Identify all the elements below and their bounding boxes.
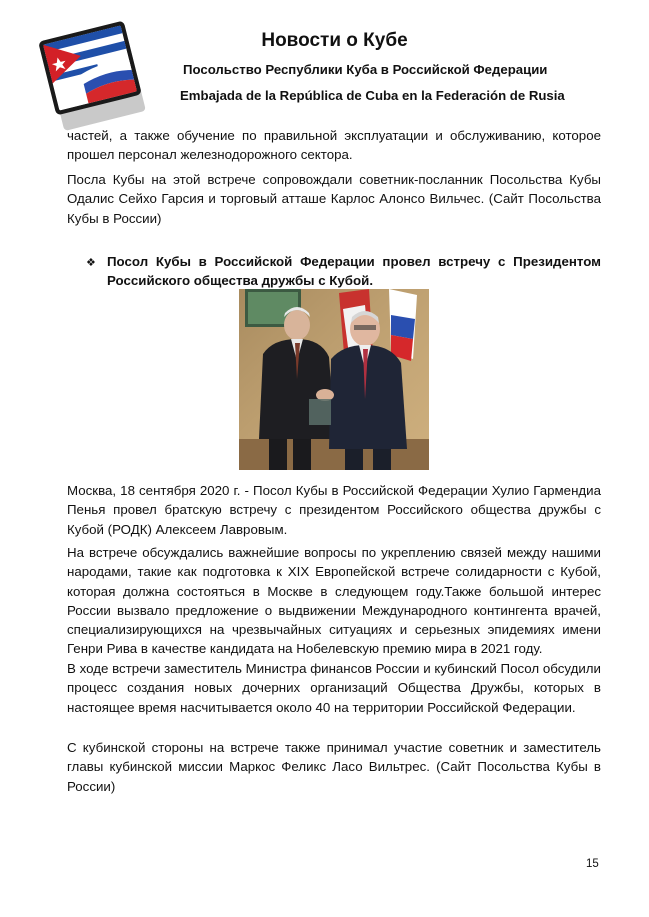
paragraph-topics: На встрече обсуждались важнейшие вопросы по укреплению связей между нашими народами, такие как подготовка к XIX Европейской встрече солидарности с Кубой, которая должна состояться в Москве в следующем году.Также большой интерес России вызвало предложение о выдвижении Международного контингента врачей, специализирующихся на чрезвычайных ситуациях и серьезных эпидемиях имени Генри Рива в качестве кандидата на Нобелевскую премию мира в 2021 году. [67,545,601,657]
paragraph-advisor: С кубинской стороны на встрече также принимал участие советник и заместитель главы кубинской миссии Маркос Феликс Ласо Вильтрес. (Сайт Посольства Кубы в России) [67,740,601,794]
paragraph-meeting: Москва, 18 сентября 2020 г. - Посол Кубы в Российской Федерации Хулио Гармендиа Пенья провел братскую встречу с президентом Российского общества дружбы с Кубой (РОДК) Алексеем Лавровым. [67,483,601,537]
meeting-photo [239,289,429,470]
news-headline: Посол Кубы в Российской Федерации провел встречу с Президентом Российского общества дружбы с Кубой. [107,254,601,289]
newsletter-title: Новости о Кубе [261,30,408,51]
page-number: 15 [586,858,599,870]
paragraph-deputy: В ходе встречи заместитель Министра финансов России и кубинский Посол обсудили процесс создания новых дочерних организаций Общества Дружбы, которых в настоящее время насчитывается около 40 на территории Российской Федерации. [67,661,601,715]
paragraph-continued: частей, а также обучение по правильной эксплуатации и обслуживанию, которое прошел персонал железнодорожного сектора. [67,128,601,163]
handshake-photo-icon [239,289,429,470]
paragraph-accompanied: Посла Кубы на этой встрече сопровождали советник-посланник Посольства Кубы Одалис Сейхо Гарсия и торговый атташе Карлос Алонсо Вильчес. (Сайт Посольства Кубы в России) [67,172,601,226]
embassy-name-es: Embajada de la República de Cuba en la Federación de Rusia [180,88,565,103]
embassy-name-ru: Посольство Республики Куба в Российской Федерации [183,62,548,77]
diamond-bullet-icon: ❖ [86,257,96,269]
